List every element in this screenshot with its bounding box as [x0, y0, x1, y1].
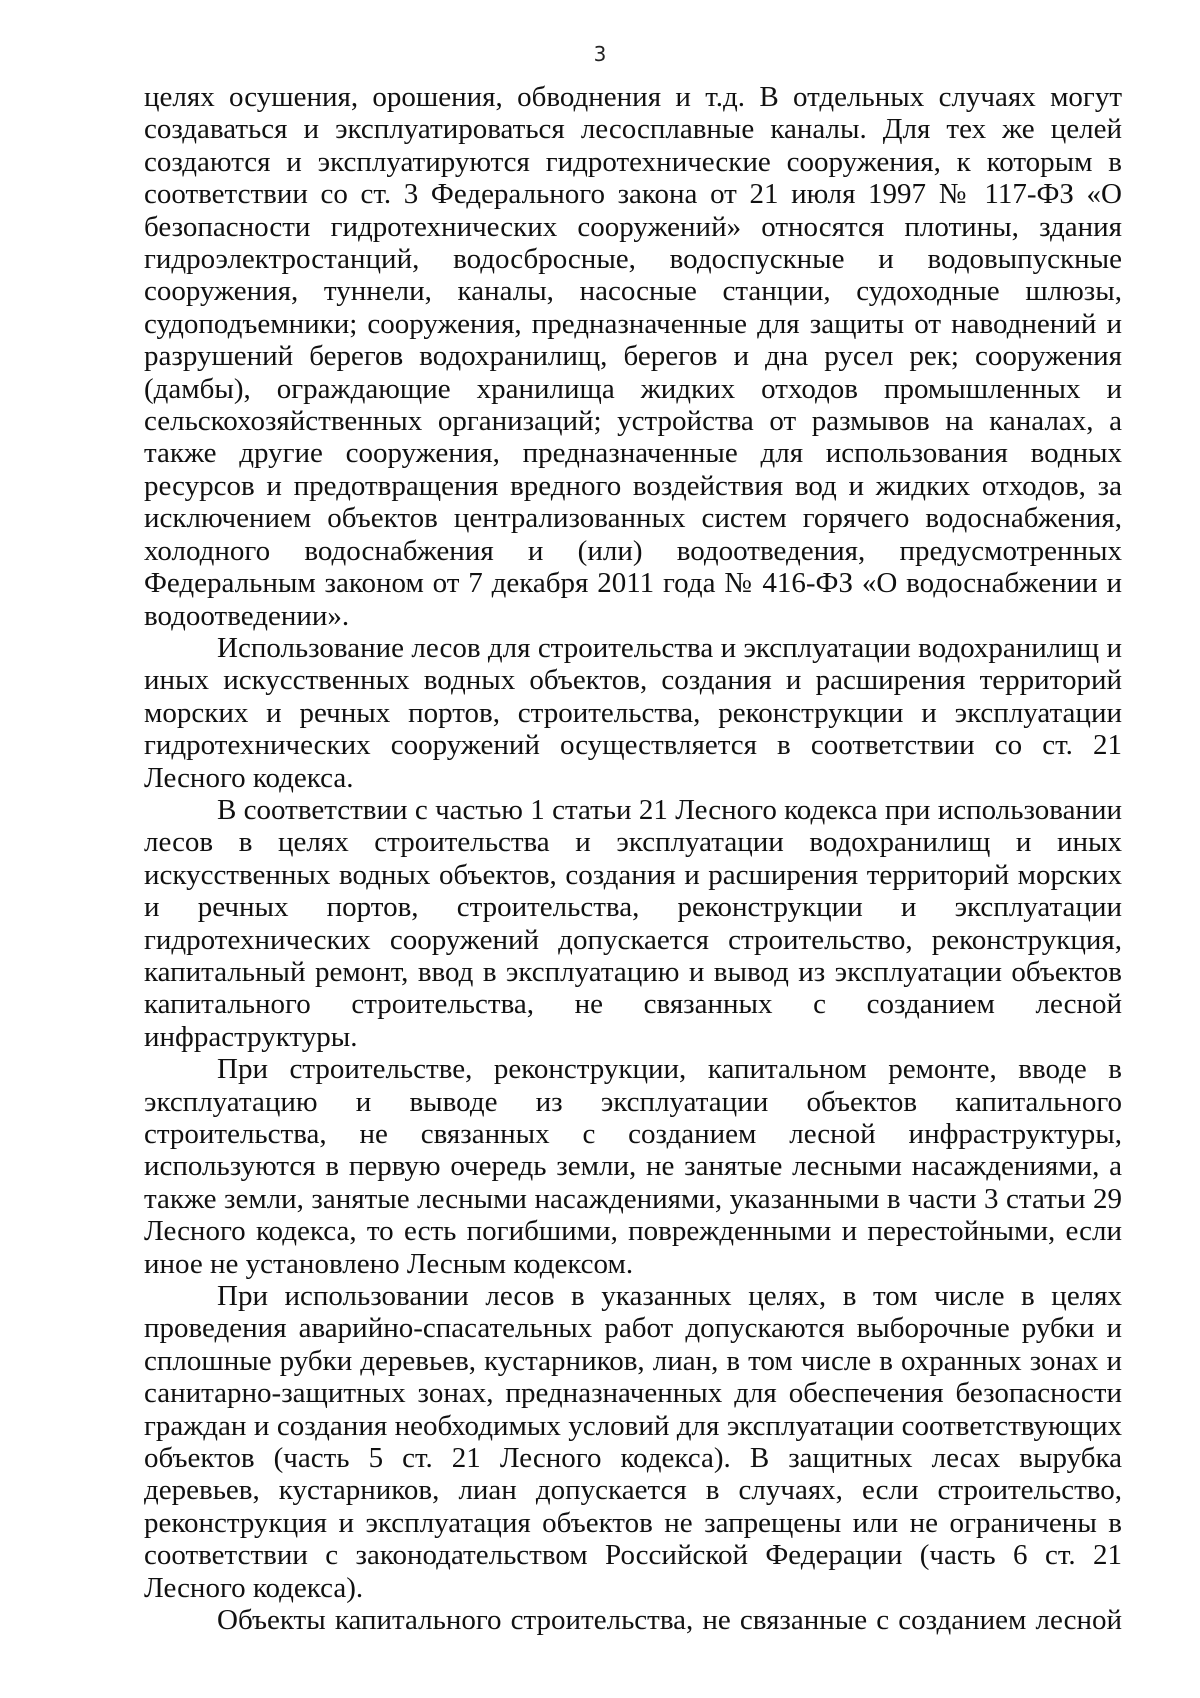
paragraph: Использование лесов для строительства и эксплуатации водохранилищ и иных искусственных водных объектов, создания и расширения территорий морских и речных портов, строительства, реконструкции и эксплуатации гидротехнических сооружений осуществляется в соответствии со ст. 21 Лесного кодекса. — [144, 631, 1122, 794]
paragraph: Объекты капитального строительства, не связанные с созданием лесной — [217, 1604, 1122, 1637]
document-body — [144, 81, 1122, 1637]
paragraph: При использовании лесов в указанных целях, в том числе в целях проведения аварийно-спасательных работ допускаются выборочные рубки и сплошные рубки деревьев, кустарников, лиан, в том числе в охранных зонах и санитарно-защитных зонах, предназначенных для обеспечения безопасности граждан и создания необходимых условий для эксплуатации соответствующих объектов (часть 5 ст. 21 Лесного кодекса). В защитных лесах вырубка деревьев, кустарников, лиан допускается в случаях, если строительство, реконструкция и эксплуатация объектов не запрещены или не ограничены в соответствии с законодательством Российской Федерации (часть 6 ст. 21 Лесного кодекса). — [144, 1280, 1122, 1604]
paragraph: В соответствии с частью 1 статьи 21 Лесного кодекса при использовании лесов в целях строительства и эксплуатации водохранилищ и иных искусственных водных объектов, создания и расширения территорий морских и речных портов, строительства, реконструкции и эксплуатации гидротехнических сооружений допускается строительство, реконструкция, капитальный ремонт, ввод в эксплуатацию и вывод из эксплуатации объектов капитального строительства, не связанных с созданием лесной инфраструктуры. — [144, 793, 1122, 1053]
page-number: 3 — [593, 42, 607, 66]
paragraph: целях осушения, орошения, обводнения и т.д. В отдельных случаях могут создаваться и эксплуатироваться лесосплавные каналы. Для тех же целей создаются и эксплуатируются гидротехнические сооружения, к которым в соответствии со ст. 3 Федерального закона от 21 июля 1997 № 117-ФЗ «О безопасности гидротехнических сооружений» относятся плотины, здания гидроэлектростанций, водосбросные, водоспускные и водовыпускные сооружения, туннели, каналы, насосные станции, судоходные шлюзы, судоподъемники; сооружения, предназначенные для защиты от наводнений и разрушений берегов водохранилищ, берегов и дна русел рек; сооружения (дамбы), ограждающие хранилища жидких отходов промышленных и сельскохозяйственных организаций; устройства от размывов на каналах, а также другие сооружения, предназначенные для использования водных ресурсов и предотвращения вредного воздействия вод и жидких отходов, за исключением объектов централизованных систем горячего водоснабжения, холодного водоснабжения и (или) водоотведения, предусмотренных Федеральным законом от 7 декабря 2011 года № 416-ФЗ «О водоснабжении и водоотведении». — [144, 81, 1122, 632]
paragraph: При строительстве, реконструкции, капитальном ремонте, вводе в эксплуатацию и выводе из эксплуатации объектов капитального строительства, не связанных с созданием лесной инфраструктуры, используются в первую очередь земли, не занятые лесными насаждениями, а также земли, занятые лесными насаждениями, указанными в части 3 статьи 29 Лесного кодекса, то есть погибшими, поврежденными и перестойными, если иное не установлено Лесным кодексом. — [144, 1053, 1122, 1280]
